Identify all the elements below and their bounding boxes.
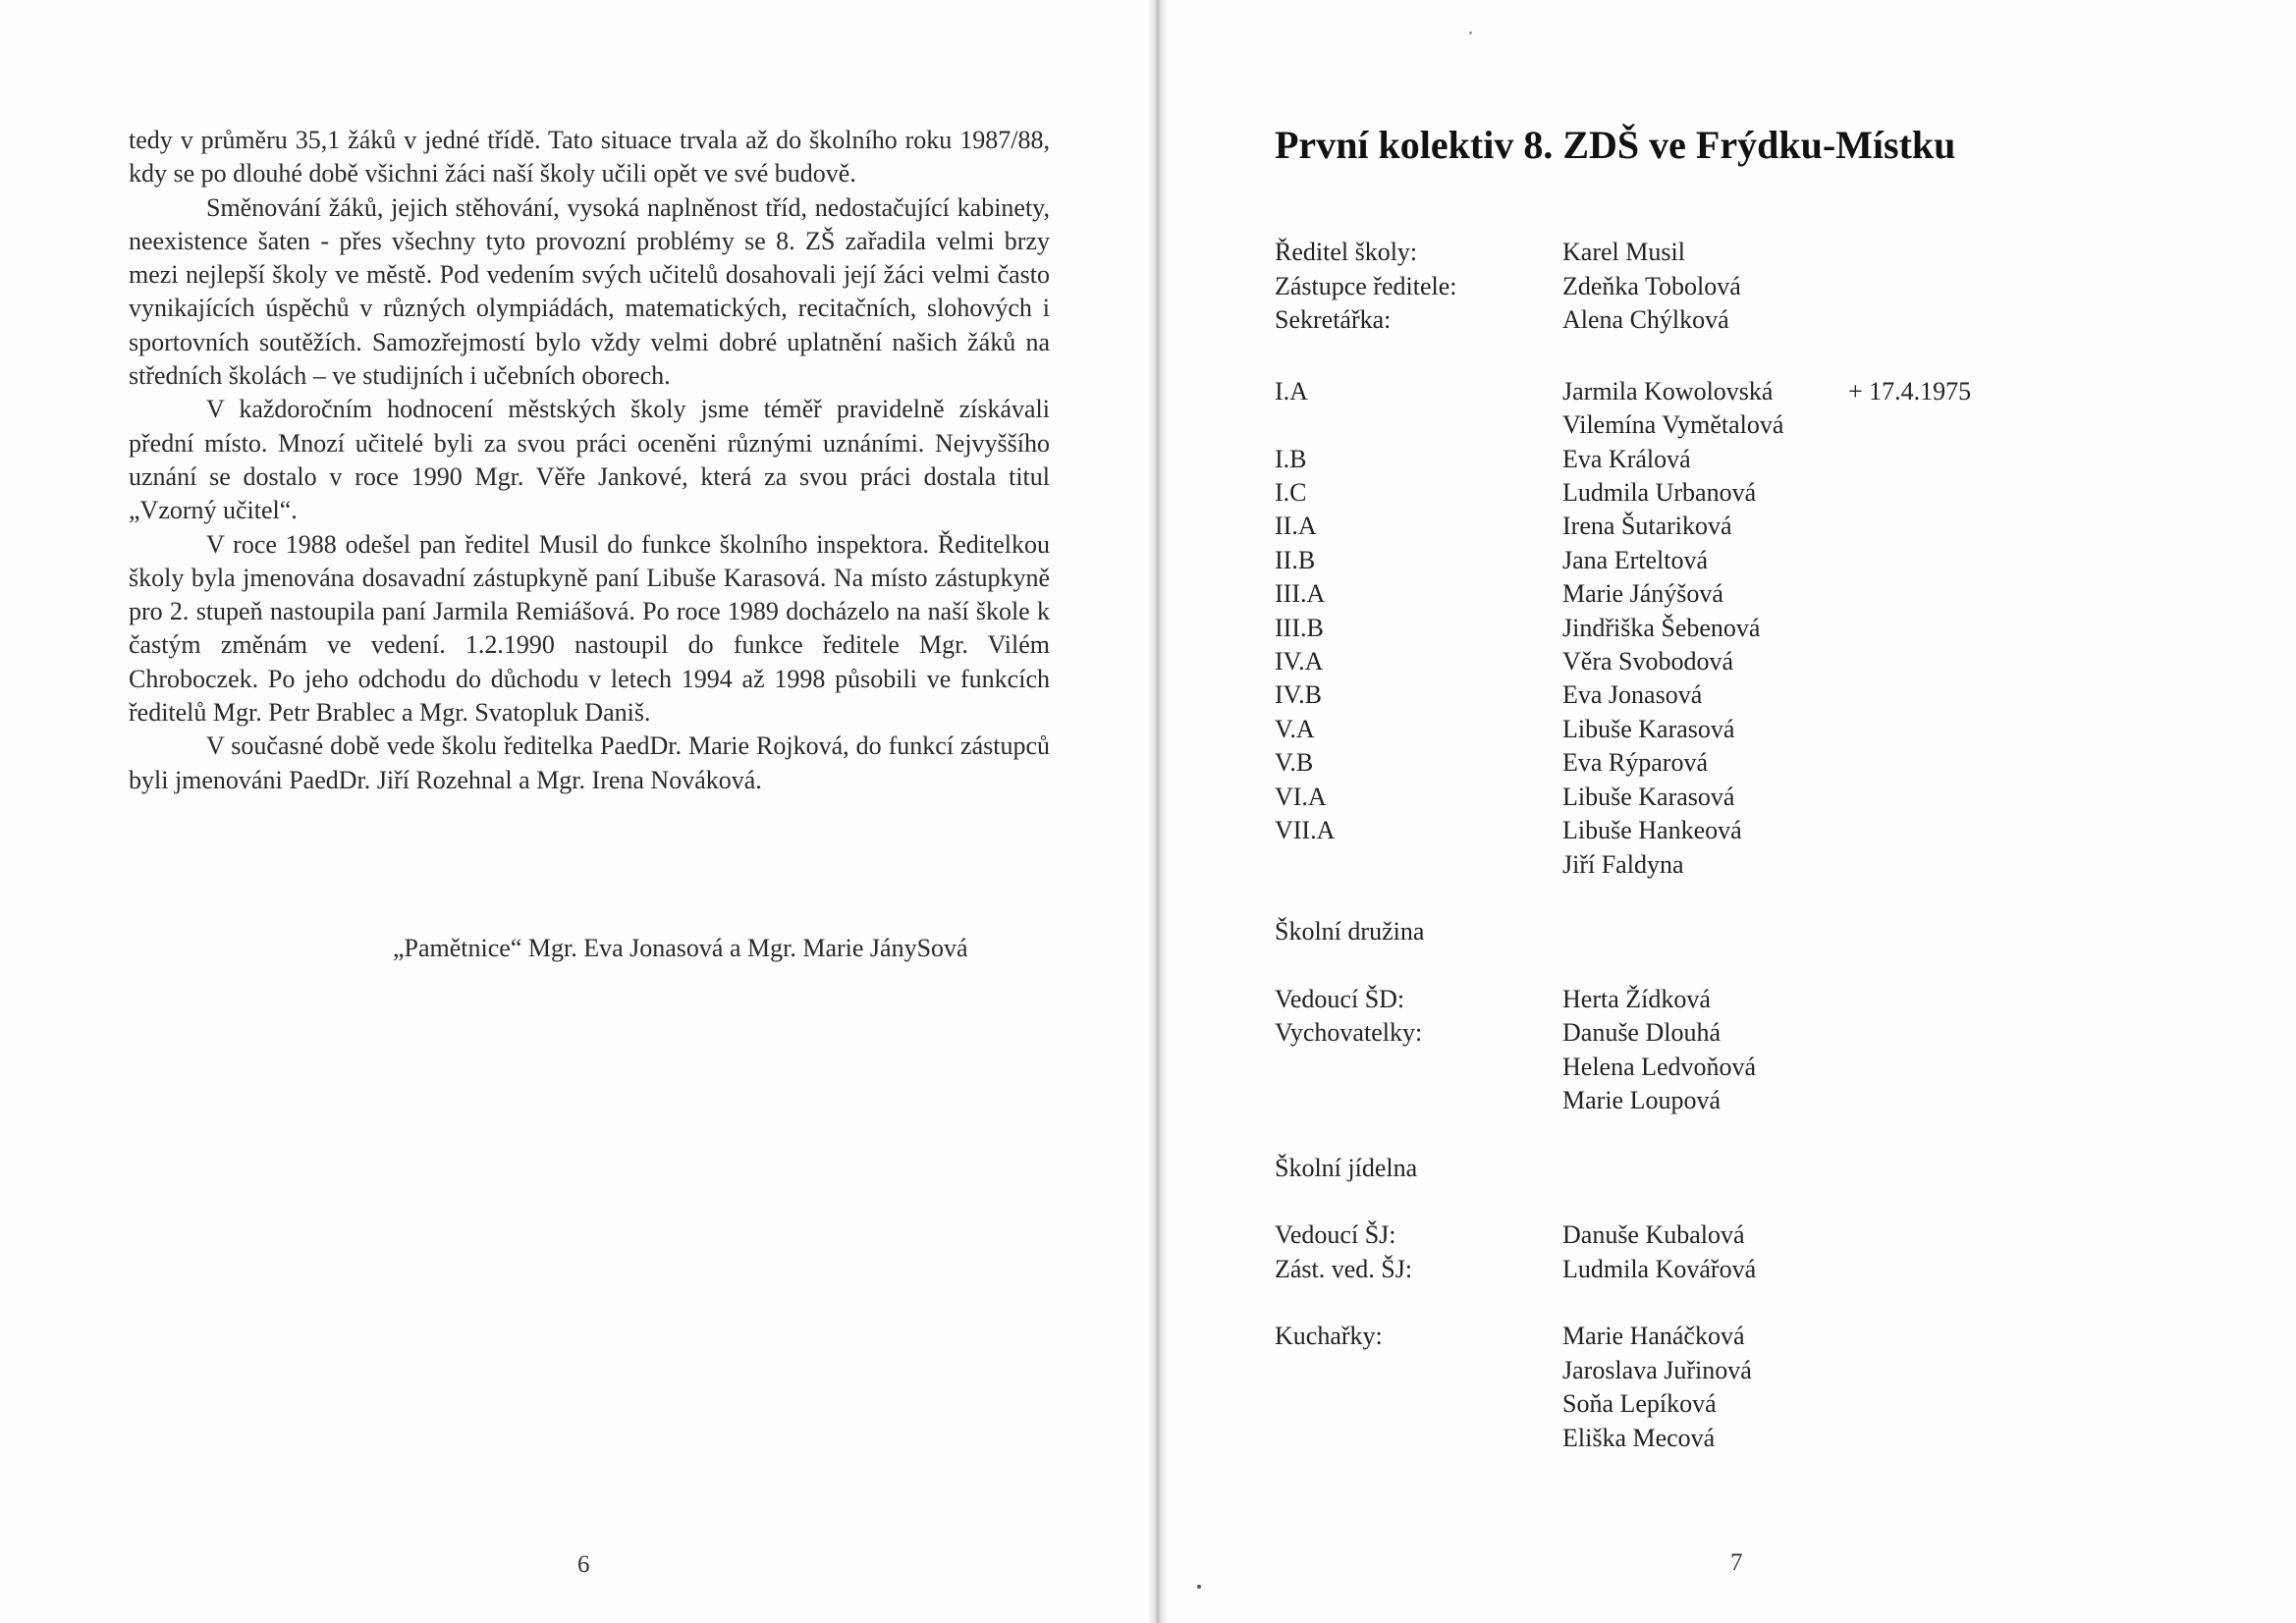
class-teacher: Jana Erteltová [1562,546,1708,574]
left-page-body [129,124,1050,797]
section-heading-druzina: Školní družina [1275,917,1425,946]
class-teacher: Eva Rýparová [1562,748,1709,777]
class-teacher: Jiří Faldyna [1562,850,1684,879]
class-teacher: Eva Jonasová [1562,680,1703,709]
class-teacher: Irena Šutariková [1562,512,1732,540]
class-label: IV.A [1275,647,1324,676]
class-teacher: Ludmila Urbanová [1562,478,1757,507]
druzina-educator: Danuše Dlouhá [1562,1018,1722,1047]
leadership-name: Karel Musil [1562,238,1685,266]
section-heading-jidelna: Školní jídelna [1275,1154,1418,1182]
class-teacher: Libuše Hankeová [1562,816,1742,844]
druzina-leader-name: Herta Žídková [1562,985,1711,1013]
jidelna-cook: Jaroslava Juřinová [1562,1356,1752,1384]
class-label: VI.A [1275,783,1327,811]
class-label: VII.A [1275,816,1336,844]
class-label: III.B [1275,614,1324,642]
jidelna-cook: Eliška Mecová [1562,1424,1716,1452]
leadership-name: Zdeňka Tobolová [1562,272,1741,300]
class-note: + 17.4.1975 [1848,377,1972,406]
class-label: V.A [1275,715,1315,743]
jidelna-cook: Marie Hanáčková [1562,1322,1745,1350]
class-teacher: Libuše Karasová [1562,783,1735,811]
class-teacher: Vilemína Vymětalová [1562,410,1784,439]
page-number-right: 7 [1730,1549,1743,1576]
page-number-left: 6 [577,1551,590,1578]
scan-speck [1197,1585,1201,1589]
class-teacher: Libuše Karasová [1562,715,1735,743]
class-teacher: Jindřiška Šebenová [1562,614,1761,642]
class-label: II.A [1275,512,1317,540]
leadership-role: Sekretářka: [1275,305,1392,334]
leadership-role: Ředitel školy: [1275,238,1418,266]
class-label: III.A [1275,579,1326,608]
leadership-role: Zástupce ředitele: [1275,272,1457,300]
class-label: IV.B [1275,680,1322,709]
leadership-name: Alena Chýlková [1562,305,1729,334]
class-teacher: Věra Svobodová [1562,647,1734,676]
page-title: První kolektiv 8. ZDŠ ve Frýdku-Místku [1275,123,1956,167]
paragraph-3: V každoročním hodnocení městských školy jsme téměř pravidelně získávali přední místo. Mnozí učitelé byli za svou práci oceněni různými uznáními. Nejvyššího uznání se dostalo v roce 1990 Mgr. Věře Jankové, která za svou práci dostala titul „Vzorný učitel“. [129,395,1050,525]
class-label: I.C [1275,478,1307,507]
paragraph-4: V roce 1988 odešel pan ředitel Musil do funkce školního inspektora. Ředitelkou školy byla jmenována dosavadní zástupkyně paní Libuše Karasová. Na místo zástupkyně pro 2. stupeň nastoupila paní Jarmila Remiášová. Po roce 1989 docházelo na naší škole k častým změnám ve vedení. 1.2.1990 nastoupil do funkce ředitele Mgr. Vilém Chroboczek. Po jeho odchodu do důchodu v letech 1994 až 1998 působili ve funkcích ředitelů Mgr. Petr Brablec a Mgr. Svatopluk Daniš. [129,529,1050,728]
druzina-leader-label: Vedoucí ŠD: [1275,985,1405,1013]
druzina-educators-label: Vychovatelky: [1275,1018,1423,1047]
class-label: V.B [1275,748,1314,777]
jidelna-leader-name: Danuše Kubalová [1562,1220,1745,1249]
class-label: I.B [1275,445,1307,473]
class-label: II.B [1275,546,1316,574]
signature-line: „Pamětnice“ Mgr. Eva Jonasová a Mgr. Marie JánySová [393,934,968,962]
jidelna-cooks-label: Kuchařky: [1275,1322,1383,1350]
paragraph-5: V současné době vede školu ředitelka PaedDr. Marie Rojková, do funkcí zástupců byli jmenováni PaedDr. Jiří Rozehnal a Mgr. Irena Nováková. [129,731,1050,794]
jidelna-deputy-name: Ludmila Kovářová [1562,1255,1757,1283]
scan-speck [1469,31,1472,34]
class-teacher: Jarmila Kowolovská [1562,377,1774,406]
class-teacher: Eva Králová [1562,445,1691,473]
class-teacher: Marie Jánýšová [1562,579,1723,608]
jidelna-cook: Soňa Lepíková [1562,1389,1717,1418]
jidelna-leader-label: Vedoucí ŠJ: [1275,1220,1396,1249]
paragraph-1: tedy v průměru 35,1 žáků v jedné třídě. Tato situace trvala až do školního roku 1987/88, kdy se po dlouhé době všichni žáci naší školy učili opět ve své budově. [129,126,1050,189]
druzina-educator: Marie Loupová [1562,1086,1722,1114]
druzina-educator: Helena Ledvoňová [1562,1053,1757,1081]
class-label: I.A [1275,377,1308,406]
paragraph-2: Směnování žáků, jejich stěhování, vysoká naplněnost tříd, nedostačující kabinety, neexistence šaten - přes všechny tyto provozní problémy se 8. ZŠ zařadila velmi brzy mezi nejlepší školy ve městě. Pod vedením svých učitelů dosahovali její žáci velmi často vynikajících úspěchů v různých olympiádách, matematických, recitačních, slohových i sportovních soutěžích. Samozřejmostí bylo vždy velmi dobré uplatnění našich žáků na středních školách – ve studijních i učebních oborech. [129,192,1050,391]
jidelna-deputy-label: Zást. ved. ŠJ: [1275,1255,1413,1283]
book-gutter [1147,0,1169,1623]
